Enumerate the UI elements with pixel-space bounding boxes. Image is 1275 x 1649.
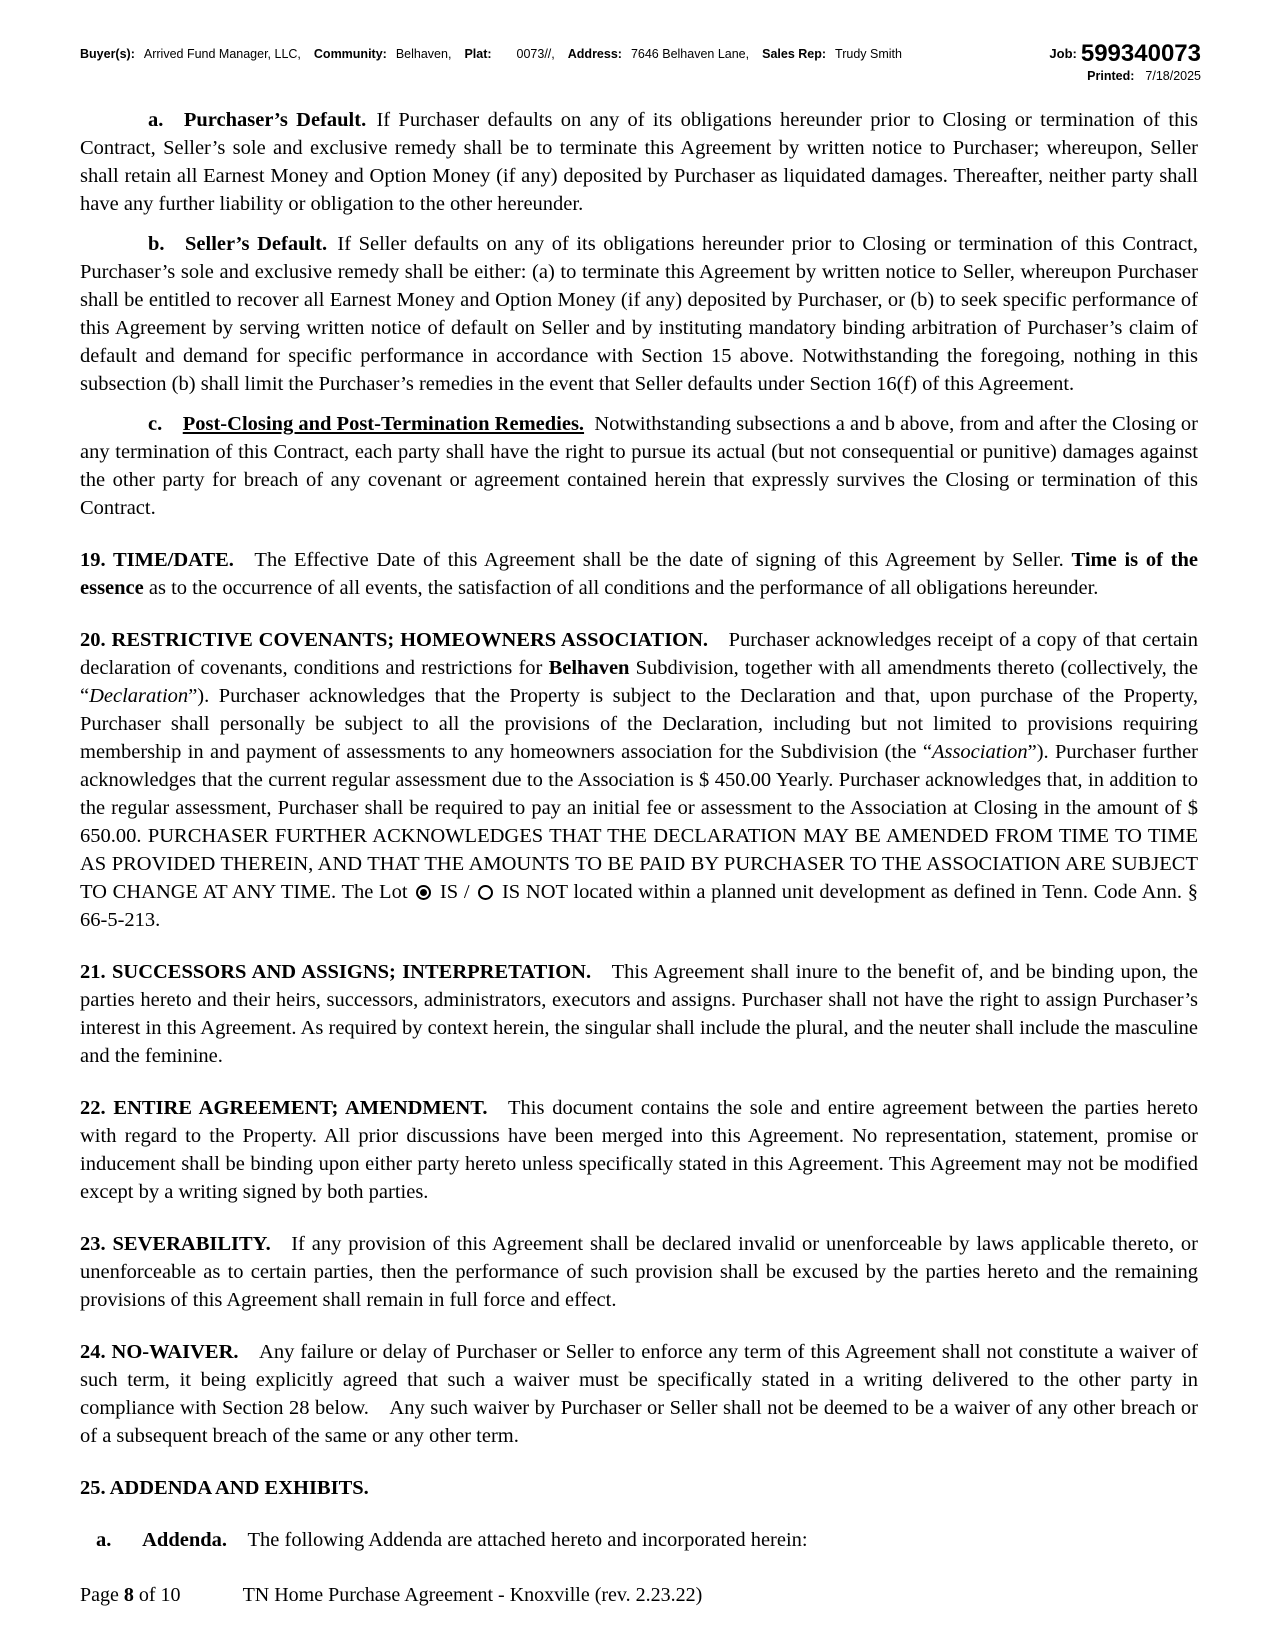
- section-22-heading: 22. ENTIRE AGREEMENT; AMENDMENT.: [80, 1097, 488, 1119]
- printed-label: Printed:: [1087, 68, 1135, 83]
- address-label: Address:: [567, 47, 622, 61]
- text-run: Notwithstanding subsections a and b above, from and after the Closing or any termination of this Contract, each party shall have the right to pursue its actual (but not consequential or punitive) damages against the other party for breach of any covenant or agreement contained herein that expressly survives the Closing or termination of this Contract.: [80, 413, 1198, 519]
- printed-date: 7/18/2025: [1145, 68, 1201, 83]
- section-21-successors-assigns: [80, 958, 1198, 1070]
- plat-label: Plat:: [464, 47, 492, 61]
- page-number: [80, 1584, 181, 1607]
- subdivision-name: Belhaven: [548, 657, 630, 679]
- association-term: Association: [931, 741, 1028, 763]
- text-run: If any provision of this Agreement shall be declared invalid or unenforceable by laws applicable thereto, or unenforceable as to certain parties, then the performance of such provision shall be excused by the parties hereto and the remaining provisions of this Agreement shall remain in full force and effect.: [80, 1233, 1198, 1311]
- text-run: If Seller defaults on any of its obligations hereunder prior to Closing or termination of this Contract, Purchaser’s sole and exclusive remedy shall be either: (a) to terminate this Agreement by written notice to Seller, whereupon Purchaser shall be entitled to recover all Earnest Money and Option Money (if any) deposited by Purchaser, or (b) to seek specific performance of this Agreement by serving written notice of default on Seller and by instituting mandatory binding arbitration of Purchaser’s claim of default and demand for specific performance in accordance with Section 15 above. Notwithstanding the foregoing, nothing in this subsection (b) shall limit the Purchaser’s remedies in the event that Seller defaults under Section 16(f) of this Agreement.: [80, 233, 1199, 395]
- subsection-b-title: Seller’s Default.: [185, 233, 328, 255]
- printed-line: [1049, 69, 1201, 83]
- job-number: 599340073: [1080, 40, 1201, 67]
- paragraph-post-closing-remedies: [80, 410, 1198, 522]
- job-line: [1049, 40, 1201, 68]
- page-number-prefix: Page: [80, 1584, 124, 1606]
- page-header: [80, 40, 1201, 83]
- section-21-heading: 21. SUCCESSORS AND ASSIGNS; INTERPRETATION.: [80, 961, 592, 983]
- section-19-heading: 19. TIME/DATE.: [80, 549, 234, 571]
- subsection-a-title: Purchaser’s Default.: [183, 109, 367, 131]
- section-25-addenda-exhibits: [80, 1474, 1198, 1502]
- text-run: Any failure or delay of Purchaser or Seller to enforce any term of this Agreement shall not constitute a waiver of such term, it being explicitly agreed that such a waiver must be specifically stated in a writing delivered to the other party in compliance with Section 28 below. Any such waiver by Purchaser or Seller shall not be deemed to be a waiver of any other breach or of a subsequent breach of the same or any other term.: [80, 1341, 1198, 1447]
- time-essence-phrase: Time is of the essence: [80, 549, 1198, 599]
- page-footer: [80, 1584, 1201, 1607]
- text-run: The Effective Date of this Agreement shall be the date of signing of this Agreement by Seller.: [233, 549, 1072, 571]
- text-run: IS NOT located within a planned unit development as defined in Tenn. Code Ann. § 66-5-213.: [80, 881, 1198, 931]
- document-title: TN Home Purchase Agreement - Knoxville (rev. 2.23.22): [242, 1584, 703, 1606]
- subsection-c-title: Post-Closing and Post-Termination Remedies.: [182, 413, 585, 435]
- text-run: as to the occurrence of all events, the satisfaction of all conditions and the performance of all obligations hereunder.: [143, 577, 1099, 599]
- subsection-b-label: b.: [148, 233, 186, 255]
- text-run: This document contains the sole and entire agreement between the parties hereto with regard to the Property. All prior discussions have been merged into this Agreement. No representation, statement, promise or inducement shall be binding upon either party hereto unless specifically stated in this Agreement. This Agreement may not be modified except by a writing signed by both parties.: [80, 1097, 1199, 1203]
- declaration-term: Declaration: [89, 685, 189, 707]
- community-value: Belhaven,: [395, 47, 452, 61]
- section-24-no-waiver: [80, 1338, 1198, 1450]
- section-20-restrictive-covenants: [80, 626, 1198, 934]
- text-run: ”). Purchaser acknowledges that the Property is subject to the Declaration and that, upon purchase of the Property, Purchaser shall personally be subject to all the provisions of the Declaration, including but not limited to provisions requiring membership in and payment of assessments to any homeowners association for the Subdivision (the “: [80, 685, 1198, 763]
- section-20-heading: 20. RESTRICTIVE COVENANTS; HOMEOWNERS ASSOCIATION.: [80, 629, 709, 651]
- page-number-suffix: of 10: [133, 1584, 181, 1606]
- paragraph-addenda: [80, 1526, 1198, 1554]
- paragraph-purchasers-default: [80, 106, 1198, 218]
- buyer-value: Arrived Fund Manager, LLC,: [143, 47, 301, 61]
- text-run: Subdivision, together with all amendments thereto (collectively, the “: [80, 657, 1198, 707]
- address-value: 7646 Belhaven Lane,: [630, 47, 750, 61]
- radio-filled-icon[interactable]: [416, 885, 431, 900]
- subsection-c-label: c.: [148, 413, 183, 435]
- text-run: Purchaser acknowledges receipt of a copy of that certain declaration of covenants, conditions and restrictions for: [80, 629, 1198, 679]
- text-run: If Purchaser defaults on any of its obligations hereunder prior to Closing or termination of this Contract, Seller’s sole and exclusive remedy shall be to terminate this Agreement by written notice to Purchaser; whereupon, Seller shall retain all Earnest Money and Option Money (if any) deposited by Purchaser as liquidated damages. Thereafter, neither party shall have any further liability or obligation to the other hereunder.: [80, 109, 1198, 215]
- buyer-label: Buyer(s):: [80, 47, 135, 61]
- paragraph-sellers-default: [80, 230, 1198, 398]
- subsection-25a-title: Addenda.: [142, 1529, 228, 1551]
- job-info: [1049, 40, 1201, 83]
- plat-value: 0073//,: [516, 47, 555, 61]
- community-label: Community:: [313, 47, 387, 61]
- section-23-severability: [80, 1230, 1198, 1314]
- sales-rep-label: Sales Rep:: [762, 47, 827, 61]
- section-19-time-date: [80, 546, 1198, 602]
- job-label: Job:: [1049, 46, 1077, 61]
- text-run: This Agreement shall inure to the benefit of, and be binding upon, the parties hereto and their heirs, successors, administrators, executors and assigns. Purchaser shall not have the right to assign Purchaser’s interest in this Agreement. As required by context herein, the singular shall include the plural, and the neuter shall include the masculine and the feminine.: [80, 961, 1198, 1067]
- section-25-heading: 25. ADDENDA AND EXHIBITS.: [80, 1477, 369, 1499]
- sales-rep-value: Trudy Smith: [835, 47, 902, 61]
- text-run: The following Addenda are attached hereto and incorporated herein:: [227, 1529, 808, 1551]
- section-22-entire-agreement: [80, 1094, 1198, 1206]
- subsection-25a-label: a.: [96, 1529, 143, 1551]
- contract-body: [80, 106, 1198, 1554]
- subsection-a-label: a.: [148, 109, 184, 131]
- header-meta: [80, 40, 915, 63]
- section-23-heading: 23. SEVERABILITY.: [80, 1233, 271, 1255]
- text-run: IS /: [434, 881, 476, 903]
- page-number-value: 8: [123, 1584, 134, 1606]
- section-24-heading: 24. NO-WAIVER.: [80, 1341, 239, 1363]
- text-run: ”). Purchaser further acknowledges that the current regular assessment due to the Association is $ 450.00 Yearly. Purchaser acknowledges that, in addition to the regular assessment, Purchaser shall be required to pay an initial fee or assessment to the Association at Closing in the amount of $ 650.00. PURCHASER FURTHER ACKNOWLEDGES THAT THE DECLARATION MAY BE AMENDED FROM TIME TO TIME AS PROVIDED THEREIN, AND THAT THE AMOUNTS TO BE PAID BY PURCHASER TO THE ASSOCIATION ARE SUBJECT TO CHANGE AT ANY TIME. The Lot: [80, 741, 1198, 903]
- radio-empty-icon[interactable]: [478, 885, 493, 900]
